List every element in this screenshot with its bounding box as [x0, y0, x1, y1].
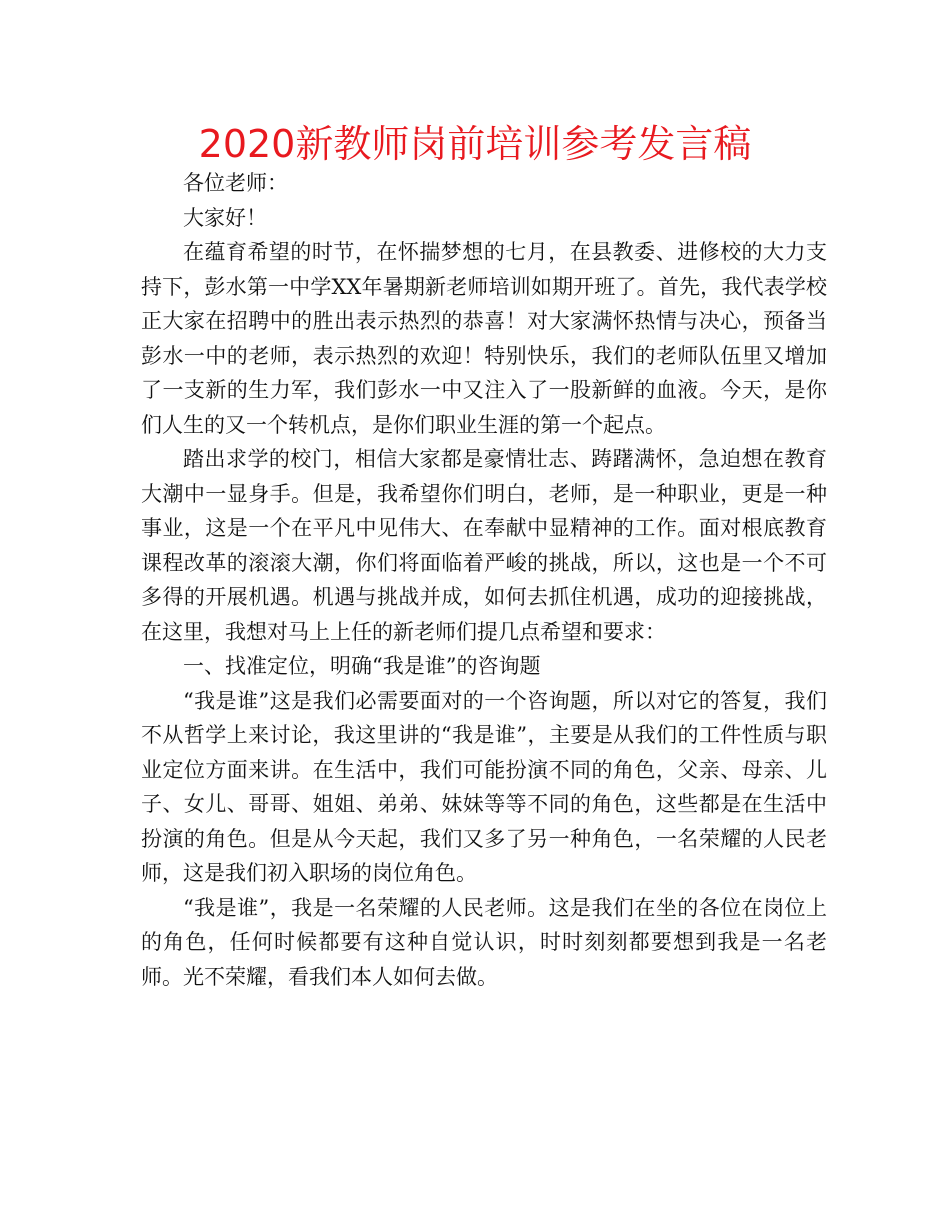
salutation: 各位老师：: [183, 171, 288, 195]
paragraph: “我是谁”这是我们必需要面对的一个咨询题，所以对它的答复，我们不从哲学上来讨论，我这里讲的“我是谁”，主要是从我们的工件性质与职业定位方面来讲。在生活中，我们可能扮演不同的角色，父亲、母亲、儿子、女儿、哥哥、姐姐、弟弟、妹妹等等不同的角色，这些都是在生活中扮演的角色。但是从今天起，我们又多了另一种角色，一名荣耀的人民老师，这是我们初入职场的岗位角色。: [141, 688, 827, 885]
greeting: 大家好！: [183, 205, 267, 230]
document-body: [141, 166, 827, 994]
document-title: 2020新教师岗前培训参考发言稿: [198, 122, 752, 166]
section-heading: 一、找准定位，明确“我是谁”的咨询题: [183, 654, 541, 678]
paragraph: 踏出求学的校门，相信大家都是豪情壮志、踌躇满怀，急迫想在教育大潮中一显身手。但是，我希望你们明白，老师，是一种职业，更是一种事业，这是一个在平凡中见伟大、在奉献中显精神的工作。面对根底教育课程改革的滚滚大潮，你们将面临着严峻的挑战，所以，这也是一个不可多得的开展机遇。机遇与挑战并成，如何去抓住机遇，成功的迎接挑战，在这里，我想对马上上任的新老师们提几点希望和要求：: [141, 447, 827, 644]
paragraph: “我是谁”，我是一名荣耀的人民老师。这是我们在坐的各位在岗位上的角色，任何时候都要有这种自觉认识，时时刻刻都要想到我是一名老师。光不荣耀，看我们本人如何去做。: [141, 895, 827, 989]
paragraph: 在蕴育希望的时节，在怀揣梦想的七月，在县教委、进修校的大力支持下，彭水第一中学XX年暑期新老师培训如期开班了。首先，我代表学校正大家在招聘中的胜出表示热烈的恭喜！对大家满怀热情与决心，预备当彭水一中的老师，表示热烈的欢迎！特别快乐，我们的老师队伍里又增加了一支新的生力军，我们彭水一中又注入了一股新鲜的血液。今天，是你们人生的又一个转机点，是你们职业生涯的第一个起点。: [141, 240, 827, 437]
